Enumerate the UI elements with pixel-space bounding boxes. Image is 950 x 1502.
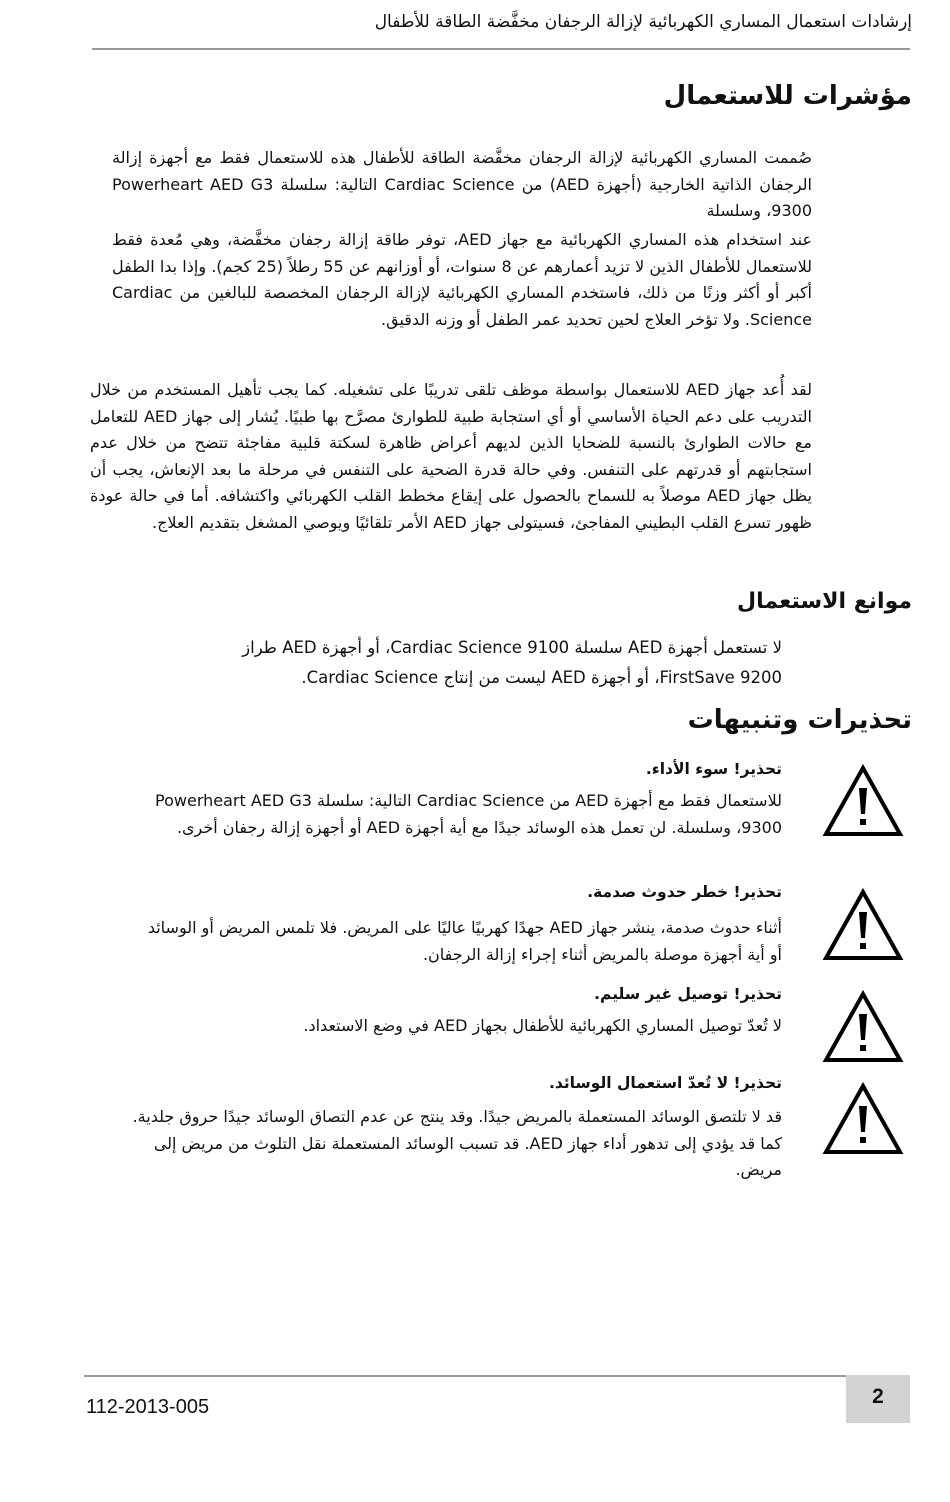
warning-body: لا تُعدّ توصيل المساري الكهربائية للأطفال بجهاز AED في وضع الاستعداد. bbox=[303, 1016, 782, 1035]
contraindications-text: لا تستعمل أجهزة AED سلسلة Cardiac Science 9100، أو أجهزة AED طراز FirstSave 9200، أو أجهزة AED ليست من إنتاج Cardiac Science. bbox=[242, 638, 782, 687]
contraindications-heading: موانع الاستعمال bbox=[737, 589, 912, 614]
warning-triangle-icon bbox=[822, 764, 904, 838]
indications-heading: مؤشرات للاستعمال bbox=[663, 81, 912, 111]
warning-body: للاستعمال فقط مع أجهزة AED من Cardiac Science التالية: سلسلة Powerheart AED G3 9300، وسلسلة. لن تعمل هذه الوسائد جيدًا مع أية أجهزة AED أو أجهزة إزالة رجفان أخرى. bbox=[155, 791, 782, 837]
warning-triangle-icon bbox=[822, 990, 904, 1064]
running-header: إرشادات استعمال المساري الكهربائية لإزالة الرجفان مخفَّضة الطاقة للأطفال bbox=[374, 12, 912, 32]
warning-title: تحذير! توصيل غير سليم. bbox=[594, 985, 782, 1003]
header-divider bbox=[92, 48, 910, 50]
page-number: 2 bbox=[872, 1385, 884, 1408]
warning-triangle-icon bbox=[822, 888, 904, 962]
warning-triangle-icon bbox=[822, 1082, 904, 1156]
warning-body: قد لا تلتصق الوسائد المستعملة بالمريض جيدًا. وقد ينتج عن عدم التصاق الوسائد جيدًا حروق جلدية. كما قد يؤدي إلى تدهور أداء جهاز AED. قد تسبب الوسائد المستعملة نقل التلوث من مريض إلى مريض. bbox=[132, 1107, 782, 1179]
footer-divider bbox=[84, 1375, 910, 1377]
document-code: 112-2013-005 bbox=[86, 1396, 210, 1418]
warning-title: تحذير! لا تُعدّ استعمال الوسائد. bbox=[549, 1074, 782, 1092]
warning-title: تحذير! سوء الأداء. bbox=[645, 760, 782, 778]
warnings-heading: تحذيرات وتنبيهات bbox=[687, 705, 912, 735]
indications-paragraph-2: عند استخدام هذه المساري الكهربائية مع جهاز AED، توفر طاقة إزالة رجفان مخفَّضة، وهي مُعدة فقط للاستعمال للأطفال الذين لا تزيد أعمارهم عن 8 سنوات، أو أوزانهم عن 55 رطلاً (25 كجم). وإذا بدا الطفل أكبر أو أكثر وزنًا من ذلك، فاستخدم المساري الكهربائية لإزالة الرجفان المخصصة للبالغين من Cardiac Science. ولا تؤخر العلاج لحين تحديد عمر الطفل أو وزنه الدقيق. bbox=[112, 230, 812, 329]
warning-body: أثناء حدوث صدمة، ينشر جهاز AED جهدًا كهربيًا عاليًا على المريض. فلا تلمس المريض أو الوسائد أو أية أجهزة موصلة بالمريض أثناء إجراء إزالة الرجفان. bbox=[147, 918, 782, 964]
indications-paragraph-1: صُممت المساري الكهربائية لإزالة الرجفان مخفَّضة الطاقة للأطفال هذه للاستعمال فقط مع أجهزة إزالة الرجفان الذاتية الخارجية (أجهزة AED) من Cardiac Science التالية: سلسلة Powerheart AED G3 9300، وسلسلة bbox=[112, 148, 812, 220]
warning-title: تحذير! خطر حدوث صدمة. bbox=[587, 883, 782, 901]
indications-paragraph-3: لقد أُعد جهاز AED للاستعمال بواسطة موظف تلقى تدريبًا على تشغيله. كما يجب تأهيل المستخدم من خلال التدريب على دعم الحياة الأساسي أو أي استجابة طبية للطوارئ مصرَّح بها طبيًا. يُشار إلى جهاز AED للتعامل مع حالات الطوارئ بالنسبة للضحايا الذين لديهم أعراض ظاهرة لسكتة قلبية مفاجئة تتضح من خلال عدم استجابتهم أو قدرتهم على التنفس. وفي حالة قدرة الضحية على التنفس في مرحلة ما بعد الإنعاش، يجب أن يظل جهاز AED موصلاً به للسماح بالحصول على إيقاع مخطط القلب الكهربائي واكتشافه. أما في حالة عودة ظهور تسرع القلب البطيني المفاجئ، فسيتولى جهاز AED الأمر تلقائيًا ويوصي المشغل بتقديم العلاج. bbox=[90, 380, 813, 532]
